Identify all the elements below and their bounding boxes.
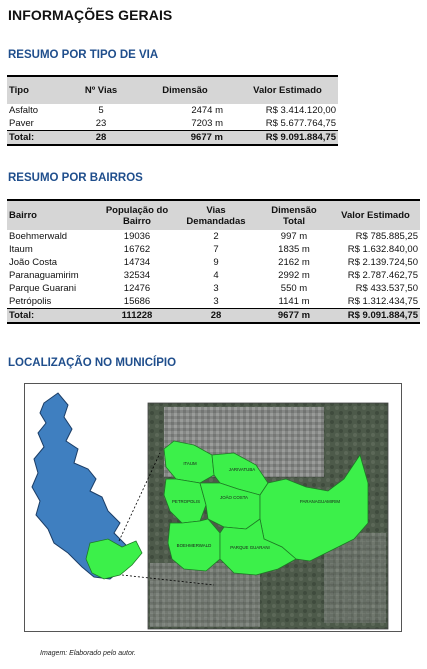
- table-row: [7, 282, 420, 295]
- table-row: [7, 256, 420, 269]
- cell-populacao: 14734: [123, 257, 151, 268]
- cell-vias: 3: [213, 283, 219, 294]
- col-header-vias: Vias Demandadas: [175, 200, 257, 230]
- table-row: [7, 243, 420, 256]
- cell-vias: 7: [213, 244, 219, 255]
- cell-vias: 4: [213, 270, 219, 281]
- cell-vias: 2: [213, 231, 219, 242]
- cell-total-dimensao: 9677 m: [257, 309, 331, 324]
- cell-dimensao: 2474 m: [191, 105, 223, 116]
- table-tipo-via: [7, 75, 338, 146]
- cell-valor: R$ 5.677.764,75: [265, 118, 336, 129]
- cell-n-vias: 23: [95, 118, 107, 129]
- cell-total-vias: 28: [175, 309, 257, 324]
- cell-total-label: Total:: [7, 309, 99, 324]
- table-row: [7, 117, 338, 131]
- cell-dimensao: 997 m: [280, 231, 308, 242]
- table-row: [7, 230, 420, 243]
- cell-tipo: Asfalto: [9, 105, 39, 116]
- table-row: [7, 269, 420, 282]
- col-header-dimensao: Dimensão: [133, 76, 237, 104]
- col-header-dimensao: Dimensão Total: [257, 200, 331, 230]
- cell-dimensao: 7203 m: [191, 118, 223, 129]
- cell-dimensao: 1141 m: [278, 296, 310, 307]
- map-label-jarivatuba: JARIVATUBA: [228, 467, 256, 472]
- cell-bairro: Boehmerwald: [9, 231, 68, 242]
- col-header-populacao: População do Bairro: [99, 200, 175, 230]
- cell-total-dimensao: 9677 m: [133, 131, 237, 146]
- cell-bairro: Petrópolis: [9, 296, 52, 307]
- cell-dimensao: 2162 m: [278, 257, 310, 268]
- cell-valor: R$ 433.537,50: [355, 283, 418, 294]
- cell-valor: R$ 1.312.434,75: [347, 296, 418, 307]
- map-label-parque-guarani: PARQUE GUARANI: [230, 545, 270, 550]
- table-total-row: [7, 131, 338, 146]
- cell-n-vias: 5: [98, 105, 104, 116]
- image-caption: Imagem: Elaborado pelo autor.: [40, 650, 136, 657]
- cell-valor: R$ 3.414.120,00: [265, 105, 336, 116]
- location-map: [24, 383, 402, 632]
- map-label-joao-costa: JOÃO COSTA: [220, 495, 248, 500]
- section-title-localizacao: LOCALIZAÇÃO NO MUNICÍPIO: [8, 357, 177, 369]
- map-label-paranaguamirim: PARANAGUAMIRIM: [299, 499, 341, 504]
- cell-bairro: Parque Guarani: [9, 283, 77, 294]
- map-label-petropolis: PETROPOLIS: [171, 499, 201, 504]
- cell-total-label: Total:: [7, 131, 69, 146]
- cell-total-valor: R$ 9.091.884,75: [237, 131, 338, 146]
- col-header-valor: Valor Estimado: [331, 200, 420, 230]
- table-total-row: [7, 309, 420, 324]
- col-header-n-vias: Nº Vias: [69, 76, 133, 104]
- cell-total-valor: R$ 9.091.884,75: [331, 309, 420, 324]
- section-title-tipo-via: RESUMO POR TIPO DE VIA: [8, 49, 159, 61]
- cell-total-populacao: 111228: [99, 309, 175, 324]
- table-row: [7, 104, 338, 117]
- cell-dimensao: 550 m: [280, 283, 308, 294]
- cell-vias: 9: [213, 257, 219, 268]
- cell-bairro: Itaum: [9, 244, 33, 255]
- cell-populacao: 32534: [123, 270, 151, 281]
- cell-vias: 3: [213, 296, 219, 307]
- cell-valor: R$ 2.787.462,75: [347, 270, 418, 281]
- cell-dimensao: 2992 m: [278, 270, 310, 281]
- map-label-boehmerwald: BOEHMERWALD: [176, 543, 212, 548]
- cell-populacao: 12476: [123, 283, 151, 294]
- cell-valor: R$ 2.139.724,50: [347, 257, 418, 268]
- col-header-bairro: Bairro: [7, 200, 99, 230]
- cell-valor: R$ 1.632.840,00: [347, 244, 418, 255]
- cell-populacao: 16762: [123, 244, 151, 255]
- cell-dimensao: 1835 m: [278, 244, 310, 255]
- cell-total-vias: 28: [69, 131, 133, 146]
- col-header-tipo: Tipo: [7, 76, 69, 104]
- cell-tipo: Paver: [9, 118, 34, 129]
- table-bairros: [7, 199, 420, 324]
- section-title-bairros: RESUMO POR BAIRROS: [8, 172, 143, 184]
- page-heading: INFORMAÇÕES GERAIS: [8, 7, 173, 23]
- map-label-itaum: ITAUM: [183, 461, 197, 466]
- cell-bairro: João Costa: [9, 257, 58, 268]
- cell-populacao: 19036: [123, 231, 151, 242]
- cell-populacao: 15686: [123, 296, 151, 307]
- cell-valor: R$ 785.885,25: [355, 231, 418, 242]
- cell-bairro: Paranaguamirim: [9, 270, 79, 281]
- table-row: [7, 295, 420, 309]
- col-header-valor: Valor Estimado: [237, 76, 338, 104]
